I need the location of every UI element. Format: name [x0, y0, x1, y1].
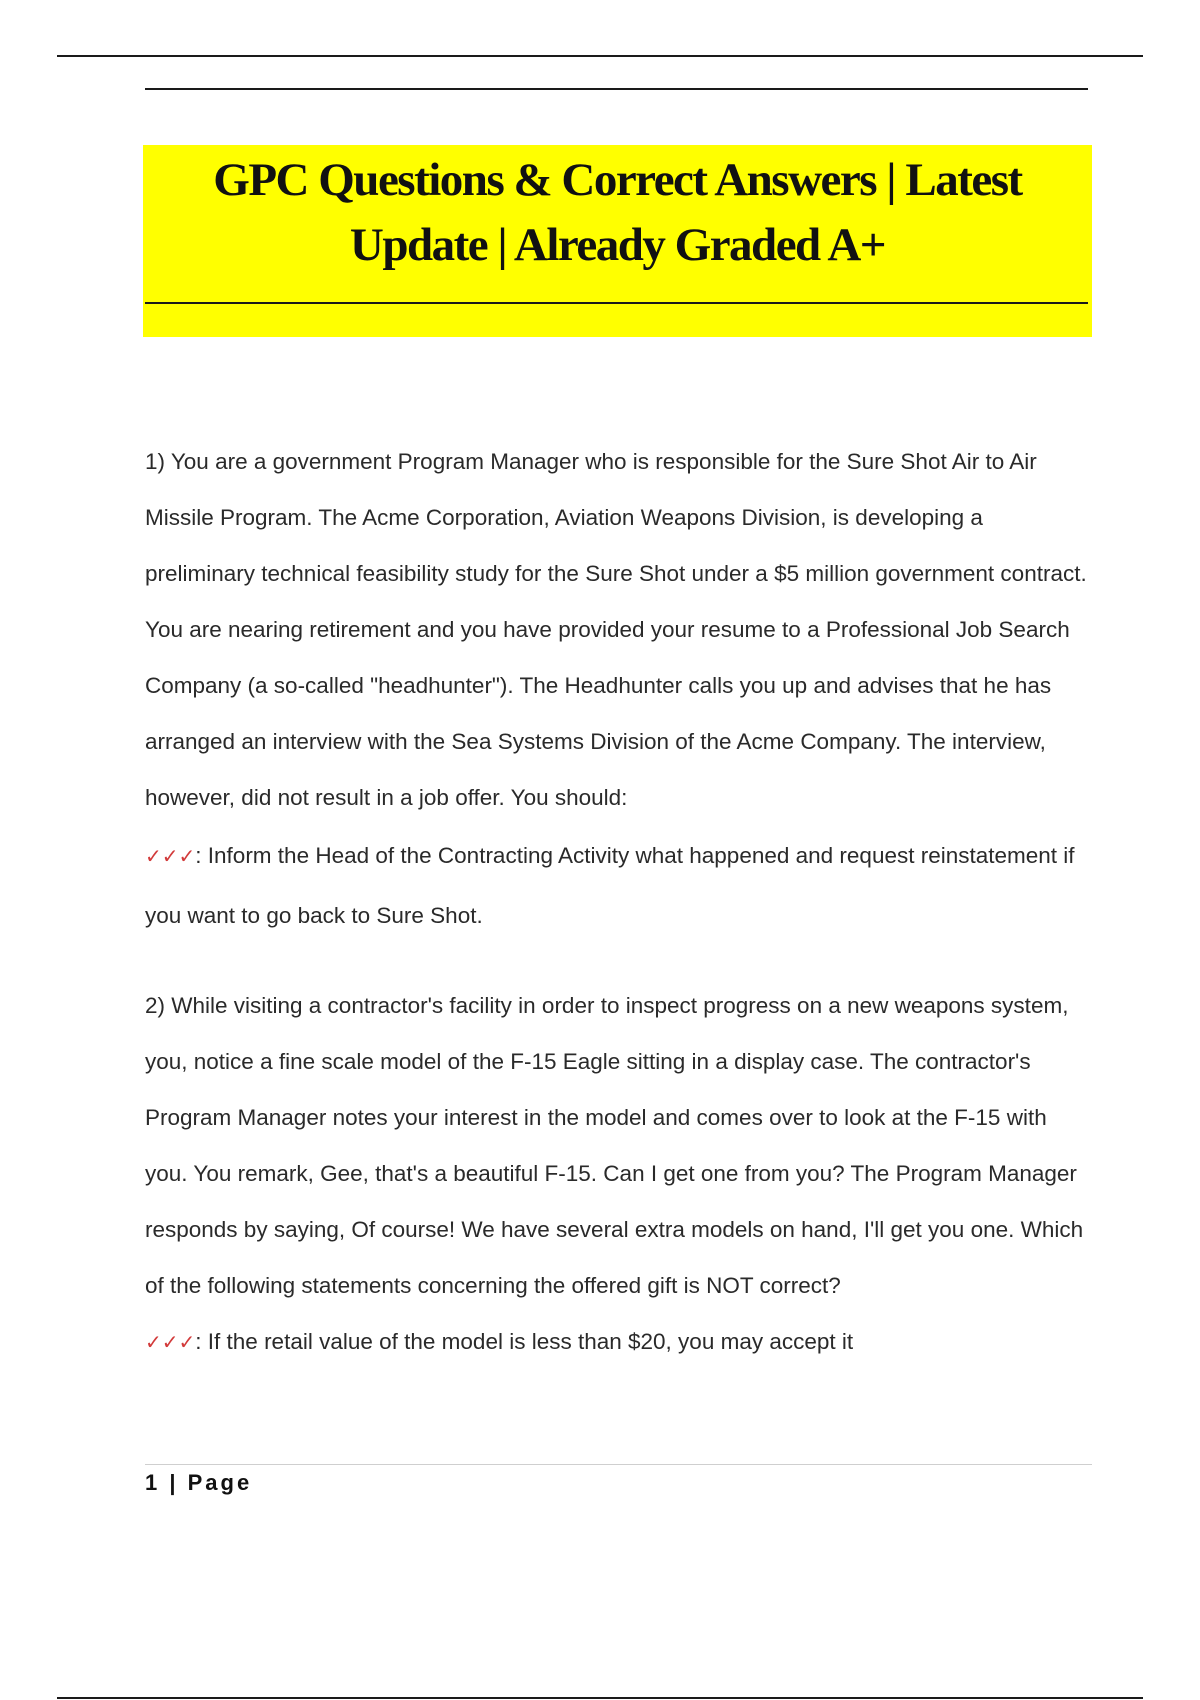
question-block	[145, 978, 1095, 1370]
document-body	[145, 434, 1095, 1370]
answer-label: : If the retail value of the model is less than $20, you may accept it	[195, 1329, 854, 1354]
question-text: 1) You are a government Program Manager who is responsible for the Sure Shot Air to Air Missile Program. The Acme Corporation, Aviation Weapons Division, is developing a preliminary technical feasibility study for the Sure Shot under a $5 million government contract. You are nearing retirement and you have provided your resume to a Professional Job Search Company (a so-called "headhunter"). The Headhunter calls you up and advises that he has arranged an interview with the Sea Systems Division of the Acme Company. The interview, however, did not result in a job offer. You should:	[145, 449, 1087, 810]
checkmark-icon: ✓✓✓	[145, 1330, 196, 1354]
title-banner	[143, 145, 1092, 337]
header-rule	[145, 88, 1088, 90]
checkmark-icon: ✓✓✓	[145, 844, 196, 868]
question-block	[145, 434, 1095, 946]
question-text: 2) While visiting a contractor's facility in order to inspect progress on a new weapons system, you, notice a fine scale model of the F-15 Eagle sitting in a display case. The contractor's Program Manager notes your interest in the model and comes over to look at the F-15 with you. You remark, Gee, that's a beautiful F-15. Can I get one from you? The Program Manager responds by saying, Of course! We have several extra models on hand, I'll get you one. Which of the following statements concerning the offered gift is NOT correct?	[145, 993, 1084, 1298]
footer-rule	[145, 1464, 1092, 1465]
document-title: GPC Questions & Correct Answers | Latest Update | Already Graded A+	[213, 154, 1022, 271]
answer-text	[145, 1314, 1095, 1370]
page-bottom-rule	[57, 1697, 1143, 1699]
title-rule	[145, 302, 1088, 304]
page-top-rule	[57, 55, 1143, 57]
answer-text	[145, 826, 1095, 946]
page-number: 1 | Page	[145, 1470, 253, 1495]
answer-label: : Inform the Head of the Contracting Activity what happened and request reinstatement if you want to go back to Sure Shot.	[145, 843, 1075, 928]
